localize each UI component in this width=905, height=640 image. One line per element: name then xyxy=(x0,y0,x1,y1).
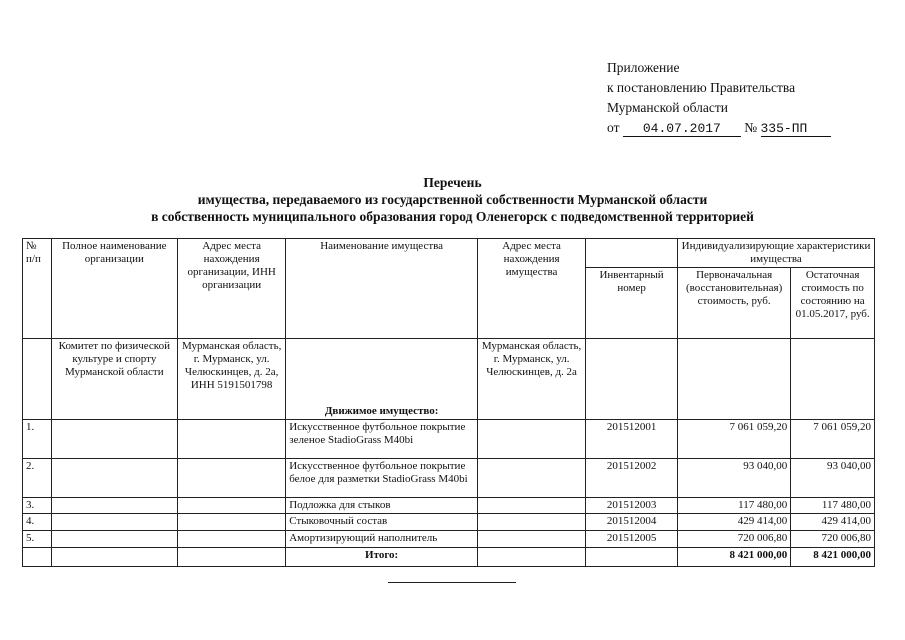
org-name: Комитет по физической культуре и спорту Мурманской области xyxy=(51,339,178,420)
header-org-address: Адрес места нахождения организации, ИНН организации xyxy=(178,239,286,339)
org-address: Мурманская область, г. Мурманск, ул. Челюскинцев, д. 2а, ИНН 5191501798 xyxy=(178,339,286,420)
title-line-1: Перечень xyxy=(423,175,482,190)
org-num xyxy=(23,339,52,420)
appendix-line-1: Приложение xyxy=(607,60,680,75)
org-row xyxy=(23,339,875,420)
movable-property-label: Движимое имущество: xyxy=(286,339,478,420)
closing-divider xyxy=(388,582,516,583)
org-inventory xyxy=(586,339,678,420)
total-label: Итого: xyxy=(286,548,478,567)
date-prefix: от xyxy=(607,120,620,135)
property-table xyxy=(22,238,875,567)
org-initial xyxy=(678,339,791,420)
row-name: Подложка для стыков xyxy=(286,498,478,514)
row-name: Искусственное футбольное покрытие белое для разметки StadioGrass M40bi xyxy=(286,459,478,498)
table-row xyxy=(23,420,875,459)
row-initial: 7 061 059,20 xyxy=(678,420,791,459)
org-residual xyxy=(791,339,875,420)
row-inventory: 201512005 xyxy=(586,531,678,548)
number-prefix: № xyxy=(744,120,758,135)
row-residual: 117 480,00 xyxy=(791,498,875,514)
row-num: 3. xyxy=(23,498,52,514)
appendix-date-line xyxy=(607,118,831,138)
table-row xyxy=(23,531,875,548)
decree-number: 335-ПП xyxy=(761,121,831,137)
header-characteristics: Индивидуализирующие характеристики имущества xyxy=(678,239,875,268)
header-property-name: Наименование имущества xyxy=(286,239,478,339)
row-inventory: 201512001 xyxy=(586,420,678,459)
row-inventory: 201512003 xyxy=(586,498,678,514)
row-initial: 720 006,80 xyxy=(678,531,791,548)
row-name: Стыковочный состав xyxy=(286,514,478,531)
appendix-line-3: Мурманской области xyxy=(607,100,728,115)
row-name: Искусственное футбольное покрытие зеленое StadioGrass M40bi xyxy=(286,420,478,459)
decree-date: 04.07.2017 xyxy=(623,121,741,137)
table-row xyxy=(23,459,875,498)
title-line-3: в собственность муниципального образования город Оленегорск с подведомственной территорией xyxy=(151,209,754,224)
property-address: Мурманская область, г. Мурманск, ул. Челюскинцев, д. 2а xyxy=(478,339,586,420)
header-empty xyxy=(586,239,678,268)
header-row-1 xyxy=(23,239,875,268)
table-row xyxy=(23,514,875,531)
appendix-line-2: к постановлению Правительства xyxy=(607,80,796,95)
header-num: № п/п xyxy=(23,239,52,339)
total-row xyxy=(23,548,875,567)
row-num: 2. xyxy=(23,459,52,498)
row-residual: 720 006,80 xyxy=(791,531,875,548)
row-initial: 93 040,00 xyxy=(678,459,791,498)
row-residual: 93 040,00 xyxy=(791,459,875,498)
row-num: 1. xyxy=(23,420,52,459)
total-initial: 8 421 000,00 xyxy=(678,548,791,567)
header-org-name: Полное наименование организации xyxy=(51,239,178,339)
header-residual-cost: Остаточная стоимость по состоянию на 01.05.2017, руб. xyxy=(791,268,875,339)
header-initial-cost: Первоначальная (восстановительная) стоимость, руб. xyxy=(678,268,791,339)
total-residual: 8 421 000,00 xyxy=(791,548,875,567)
row-initial: 117 480,00 xyxy=(678,498,791,514)
row-residual: 429 414,00 xyxy=(791,514,875,531)
row-inventory: 201512004 xyxy=(586,514,678,531)
row-num: 5. xyxy=(23,531,52,548)
row-name: Амортизирующий наполнитель xyxy=(286,531,478,548)
table-row xyxy=(23,498,875,514)
appendix-block xyxy=(607,58,831,138)
document-title xyxy=(0,174,905,225)
row-num: 4. xyxy=(23,514,52,531)
row-inventory: 201512002 xyxy=(586,459,678,498)
row-residual: 7 061 059,20 xyxy=(791,420,875,459)
header-property-address: Адрес места нахождения имущества xyxy=(478,239,586,339)
header-inventory: Инвентарный номер xyxy=(586,268,678,339)
row-initial: 429 414,00 xyxy=(678,514,791,531)
title-line-2: имущества, передаваемого из государственной собственности Мурманской области xyxy=(197,192,708,207)
